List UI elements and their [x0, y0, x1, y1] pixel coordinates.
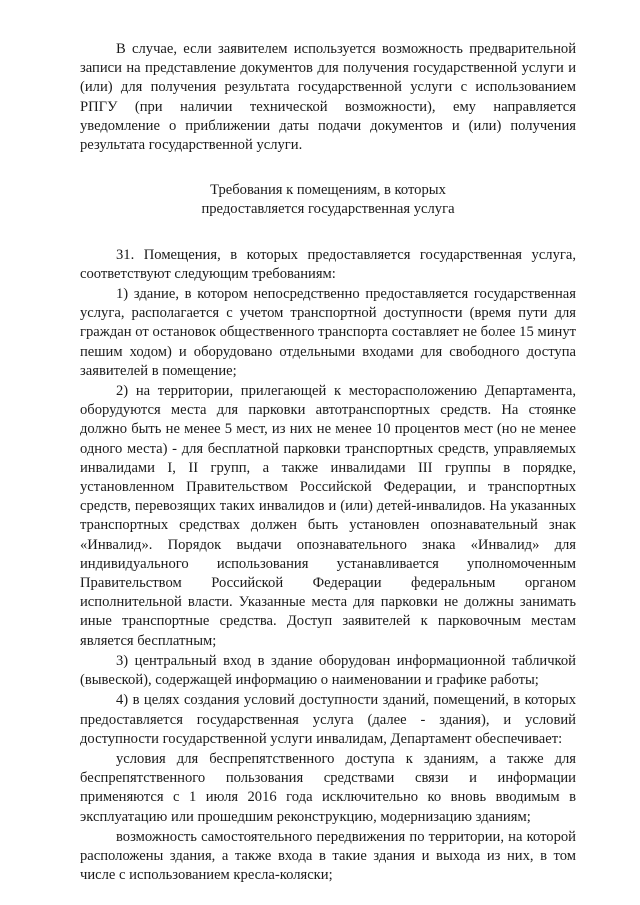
list-item-3: 3) центральный вход в здание оборудован информационной табличкой (вывеской), содержащей информацию о наименовании и графике работы;: [80, 652, 576, 689]
section-heading-line-1: Требования к помещениям, в которых: [210, 182, 446, 199]
section-heading-line-2: предоставляется государственная услуга: [201, 201, 455, 218]
list-item-2: 2) на территории, прилегающей к месторасположению Департамента, оборудуются места для парковки автотранспортных средств. На стоянке должно быть не менее 5 мест, из них не менее 10 процентов мест (но не менее одного места) - для бесплатной парковки транспортных средств, управляемых инвалидами I, II групп, а также инвалидами III группы в порядке, установленном Правительством Российской Федерации, и транспортных средств, перевозящих таких инвалидов и (или) детей-инвалидов. На указанных транспортных средствах должен быть установлен опознавательный знак «Инвалид». Порядок выдачи опознавательного знака «Инвалид» для индивидуального использования устанавливается уполномоченным Правительством Российской Федерации федеральным органом исполнительной власти. Указанные места для парковки не должны занимать иные транспортные средства. Доступ заявителей к парковочным местам является бесплатным;: [80, 383, 576, 649]
list-item-4: 4) в целях создания условий доступности зданий, помещений, в которых предоставляется государственная услуга (далее - здания), и условий доступности государственной услуги инвалидам, Департамент обеспечивает:: [80, 692, 576, 747]
list-item-1: 1) здание, в котором непосредственно предоставляется государственная услуга, располагается с учетом транспортной доступности (время пути для граждан от остановок общественного транспорта составляет не более 15 минут пешим ходом) и оборудовано отдельными входами для свободного доступа заявителей в помещение;: [80, 286, 576, 379]
intro-paragraph: В случае, если заявителем используется возможность предварительной записи на представление документов для получения государственной услуги и (или) для получения результата государственной услуги с использованием РПГУ (при наличии технической возможности), ему направляется уведомление о приближении даты подачи документов и (или) получения результата государственной услуги.: [80, 41, 576, 154]
paragraph-31: 31. Помещения, в которых предоставляется государственная услуга, соответствуют следующим требованиям:: [80, 246, 576, 282]
section-heading: [80, 181, 576, 219]
sub-paragraph-movement: возможность самостоятельного передвижения по территории, на которой расположены здания, а также входа в такие здания и выхода из них, в том числе с использованием кресла-коляски;: [80, 828, 576, 884]
document-page: [80, 40, 576, 885]
sub-paragraph-access-conditions: условия для беспрепятственного доступа к зданиям, а также для беспрепятственного пользования средствами связи и информации применяются с 1 июля 2016 года исключительно ко вновь вводимым в эксплуатацию или прошедшим реконструкцию, модернизацию зданиям;: [80, 750, 576, 825]
